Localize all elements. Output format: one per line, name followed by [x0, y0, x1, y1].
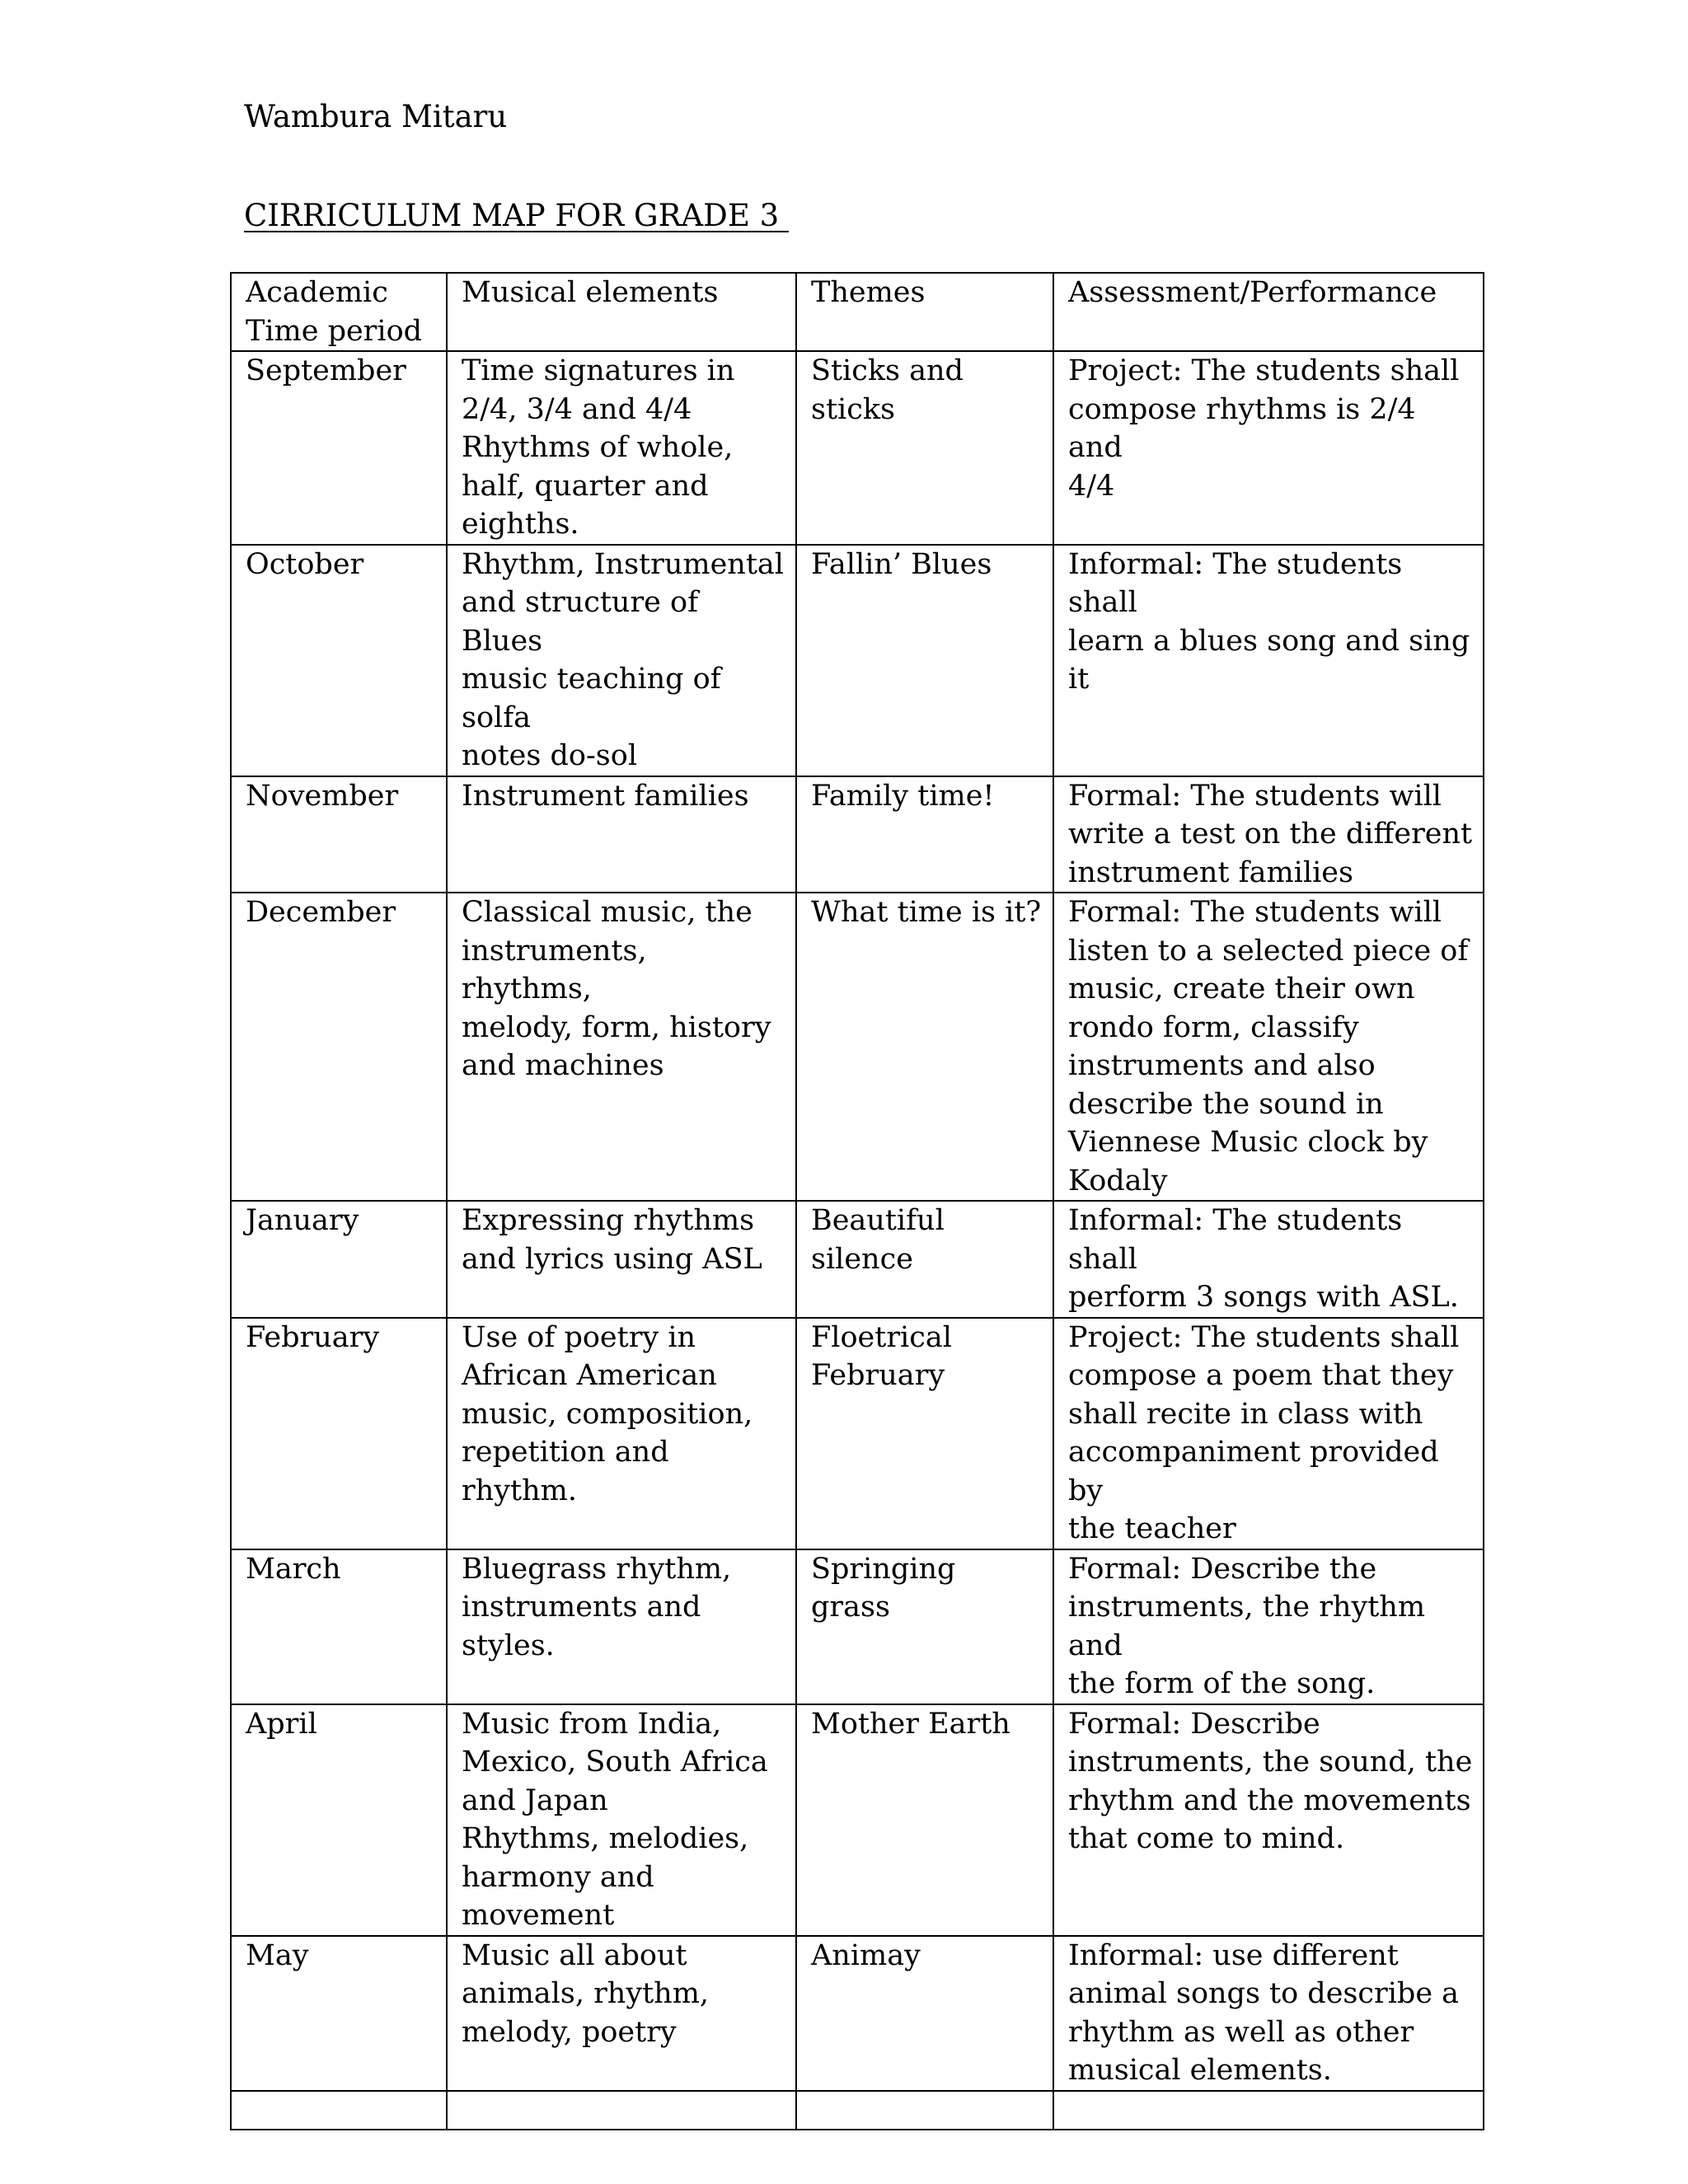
- period-cell: December: [231, 893, 447, 1201]
- header-row: [231, 273, 1484, 351]
- assessment-cell: Formal: The students will listen to a selected piece of music, create their own rondo form, classify instruments and also describe the sound in Viennese Music clock by Kodaly: [1053, 893, 1484, 1201]
- assessment-cell: Formal: Describe the instruments, the rhythm and the form of the song.: [1053, 1549, 1484, 1704]
- column-header-assessment: Assessment/Performance: [1053, 273, 1484, 351]
- assessment-cell: [1053, 2091, 1484, 2130]
- table-row: [231, 1704, 1484, 1936]
- assessment-cell: Project: The students shall compose a poem that they shall recite in class with accompaniment provided by the teacher: [1053, 1318, 1484, 1549]
- theme-cell: Sticks and sticks: [796, 351, 1053, 545]
- theme-cell: Mother Earth: [796, 1704, 1053, 1936]
- theme-cell: Floetrical February: [796, 1318, 1053, 1549]
- theme-cell: Fallin’ Blues: [796, 545, 1053, 776]
- elements-cell: Use of poetry in African American music, composition, repetition and rhythm.: [447, 1318, 796, 1549]
- column-header-elements: Musical elements: [447, 273, 796, 351]
- theme-cell: Springing grass: [796, 1549, 1053, 1704]
- author-name: Wambura Mitaru: [244, 99, 508, 134]
- elements-cell: Instrument families: [447, 776, 796, 893]
- theme-cell: Beautiful silence: [796, 1201, 1053, 1318]
- table-row: [231, 1201, 1484, 1318]
- document-title: CIRRICULUM MAP FOR GRADE 3: [244, 198, 789, 233]
- table-body: [231, 351, 1484, 2130]
- assessment-cell: Project: The students shall compose rhythms is 2/4 and 4/4: [1053, 351, 1484, 545]
- elements-cell: Expressing rhythms and lyrics using ASL: [447, 1201, 796, 1318]
- elements-cell: Classical music, the instruments, rhythms, melody, form, history and machines: [447, 893, 796, 1201]
- table-row: [231, 1549, 1484, 1704]
- elements-cell: [447, 2091, 796, 2130]
- assessment-cell: Informal: The students shall learn a blues song and sing it: [1053, 545, 1484, 776]
- assessment-cell: Informal: use different animal songs to describe a rhythm as well as other musical elements.: [1053, 1936, 1484, 2091]
- column-header-themes: Themes: [796, 273, 1053, 351]
- table-row: [231, 776, 1484, 893]
- period-cell: March: [231, 1549, 447, 1704]
- theme-cell: [796, 2091, 1053, 2130]
- period-cell: September: [231, 351, 447, 545]
- elements-cell: Bluegrass rhythm, instruments and styles.: [447, 1549, 796, 1704]
- elements-cell: Music all about animals, rhythm, melody, poetry: [447, 1936, 796, 2091]
- table-row: [231, 351, 1484, 545]
- curriculum-table: [230, 272, 1484, 2130]
- elements-cell: Rhythm, Instrumental and structure of Blues music teaching of solfa notes do-sol: [447, 545, 796, 776]
- theme-cell: What time is it?: [796, 893, 1053, 1201]
- period-cell: [231, 2091, 447, 2130]
- theme-cell: Animay: [796, 1936, 1053, 2091]
- period-cell: May: [231, 1936, 447, 2091]
- theme-cell: Family time!: [796, 776, 1053, 893]
- table-row: [231, 1318, 1484, 1549]
- table-row: [231, 545, 1484, 776]
- assessment-cell: Formal: The students will write a test on the different instrument families: [1053, 776, 1484, 893]
- period-cell: February: [231, 1318, 447, 1549]
- table-row: [231, 1936, 1484, 2091]
- column-header-period: Academic Time period: [231, 273, 447, 351]
- table-row: [231, 893, 1484, 1201]
- assessment-cell: Formal: Describe instruments, the sound, the rhythm and the movements that come to mind.: [1053, 1704, 1484, 1936]
- table-header: [231, 273, 1484, 351]
- period-cell: November: [231, 776, 447, 893]
- assessment-cell: Informal: The students shall perform 3 songs with ASL.: [1053, 1201, 1484, 1318]
- period-cell: April: [231, 1704, 447, 1936]
- elements-cell: Music from India, Mexico, South Africa and Japan Rhythms, melodies, harmony and movement: [447, 1704, 796, 1936]
- period-cell: October: [231, 545, 447, 776]
- table-row-empty: [231, 2091, 1484, 2130]
- elements-cell: Time signatures in 2/4, 3/4 and 4/4 Rhythms of whole, half, quarter and eighths.: [447, 351, 796, 545]
- period-cell: January: [231, 1201, 447, 1318]
